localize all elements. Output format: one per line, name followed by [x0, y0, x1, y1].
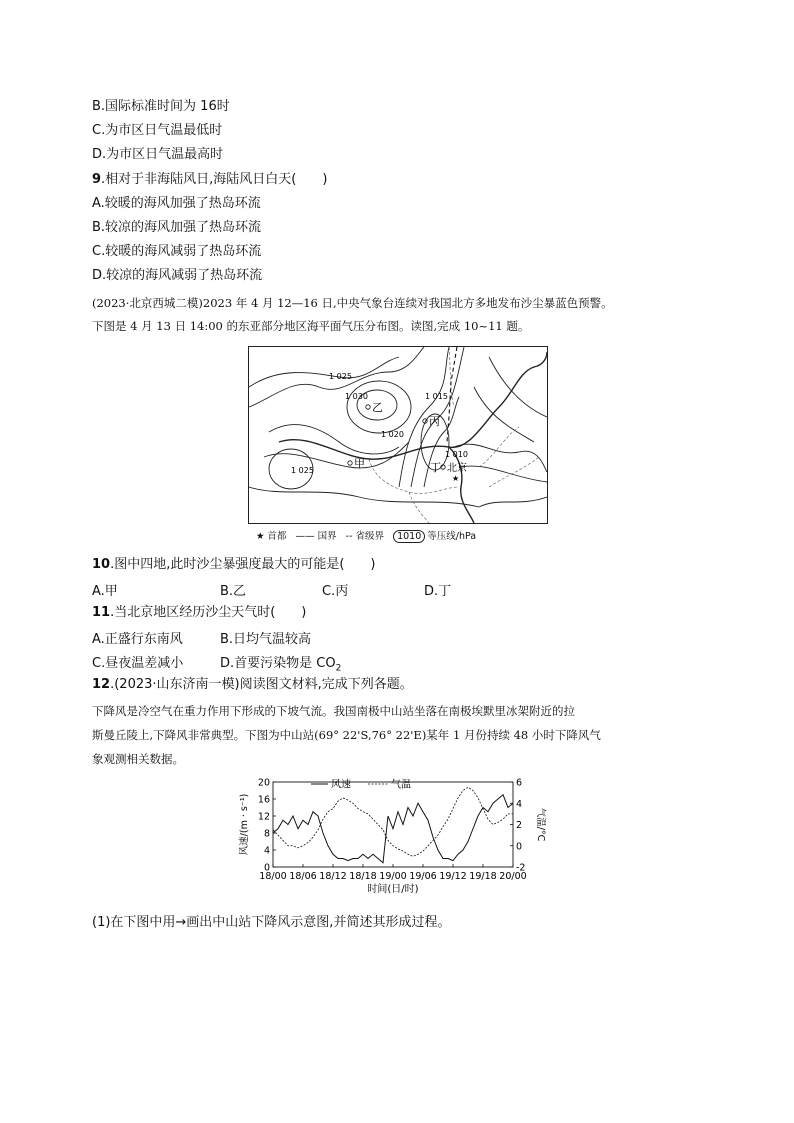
q9-option-c: C.较暖的海风减弱了热岛环流	[92, 244, 262, 259]
x-tick-label: 19/00	[379, 871, 407, 882]
national-border	[279, 352, 547, 459]
q11-option-d	[220, 652, 341, 674]
legend-isobar-symbol: 1010	[393, 530, 425, 543]
legend-national-border: —— 国界	[295, 531, 337, 542]
q11-option-b: B.日均气温较高	[220, 632, 312, 647]
q11-option-d-subscript: 2	[335, 663, 342, 674]
y-left-tick-label: 0	[263, 862, 270, 874]
y-right-axis-label: 气温/°C	[535, 807, 546, 842]
q12-paragraph-line-3: 象观测相关数据。	[92, 752, 184, 766]
y-left-tick-label: 4	[263, 845, 270, 857]
question-10	[92, 556, 376, 574]
pressure-map	[248, 346, 548, 524]
x-tick-label: 19/18	[469, 871, 497, 882]
question-stem: .图中四地,此时沙尘暴强度最大的可能是( )	[110, 557, 376, 572]
q10-option-b: B.乙	[220, 584, 247, 599]
y-right-tick-label: 2	[516, 820, 523, 831]
isobar	[264, 442, 409, 468]
isobar	[459, 466, 547, 482]
label-ding: 丁	[430, 461, 441, 474]
x-tick-label: 18/18	[349, 871, 377, 882]
y-left-tick-label: 20	[257, 777, 270, 789]
y-left-axis-label: 风速/(m · s⁻¹)	[239, 793, 250, 856]
q11-option-a: A.正盛行东南风	[92, 632, 183, 647]
map-legend	[256, 528, 482, 542]
isobar	[454, 444, 547, 472]
label-yi: 乙	[372, 401, 383, 414]
question-stem: .当北京地区经历沙尘天气时( )	[110, 605, 307, 620]
q9-option-d: D.较凉的海风减弱了热岛环流	[92, 268, 263, 283]
province-border	[369, 459, 459, 493]
isobar-label: 1 015	[425, 392, 448, 401]
isobar-label: 1 025	[329, 372, 352, 381]
question-number: 10	[92, 557, 111, 572]
isobar	[474, 387, 534, 442]
q10-option-a: A.甲	[92, 584, 118, 599]
x-tick-label: 19/06	[409, 871, 437, 882]
q9-option-a: A.较暖的海风加强了热岛环流	[92, 196, 261, 211]
question-9	[92, 171, 327, 189]
isobar-label: 1 020	[381, 430, 404, 439]
chart-svg	[236, 772, 554, 904]
x-tick-label: 18/00	[259, 871, 287, 882]
y-left-tick-label: 12	[257, 811, 270, 823]
option-d-text: D.为市区日气温最高时	[92, 147, 224, 162]
y-right-tick-label: -2	[516, 862, 526, 874]
question-11	[92, 604, 306, 622]
x-tick-label: 18/12	[319, 871, 347, 882]
question-stem: .(2023·山东济南一模)阅读图文材料,完成下列各题。	[110, 677, 413, 692]
intro-paragraph-line-2: 下图是 4 月 13 日 14:00 的东亚部分地区海平面气压分布图。读图,完成 10~11 题。	[92, 319, 530, 333]
question-number: 11	[92, 605, 111, 620]
label-bing: 丙	[429, 415, 440, 428]
legend-wind-label: 风速	[331, 779, 351, 791]
legend-temperature-label: 气温	[391, 779, 411, 791]
y-right-tick-label: 4	[516, 798, 523, 810]
q12-paragraph-line-1: 下降风是冷空气在重力作用下形成的下坡气流。我国南极中山站坐落在南极埃默里冰架附近的拉	[92, 704, 575, 718]
location-marker	[348, 461, 352, 465]
capital-star-icon: ★	[452, 474, 460, 483]
wind-temperature-chart	[236, 772, 554, 904]
question-number: 12	[92, 677, 111, 692]
intro-paragraph-line-1: (2023·北京西城二模)2023 年 4 月 12—16 日,中央气象台连续对我国北方多地发布沙尘暴蓝色预警。	[92, 296, 613, 310]
question-12	[92, 676, 413, 694]
series-line-wind-speed	[273, 795, 513, 863]
y-left-tick-label: 16	[257, 794, 270, 806]
y-right-tick-label: 0	[516, 841, 523, 853]
q10-option-d: D.丁	[424, 584, 452, 599]
legend-isobar: 等压线/hPa	[427, 531, 477, 542]
isobar	[479, 497, 547, 507]
x-tick-label: 20/00	[499, 871, 527, 882]
q11-option-c: C.昼夜温差减小	[92, 656, 184, 671]
label-jia: 甲	[354, 457, 365, 470]
plot-frame	[273, 782, 513, 867]
q9-option-b: B.较凉的海风加强了热岛环流	[92, 220, 262, 235]
pressure-map-drawing	[249, 347, 547, 523]
location-marker	[366, 405, 370, 409]
legend-province-border: -- 省级界	[345, 531, 385, 542]
isobar	[249, 357, 399, 387]
isobar-label: 1 010	[445, 450, 468, 459]
q11-option-d-text: D.首要污染物是 CO	[220, 656, 336, 671]
isobar-label: 1 025	[291, 466, 314, 475]
label-beijing: 北京	[447, 463, 467, 474]
option-c-text: C.为市区日气温最低时	[92, 123, 223, 138]
q12-subquestion-1: (1)在下图中用→画出中山站下降风示意图,并简述其形成过程。	[92, 915, 451, 930]
question-number: 9	[92, 172, 102, 187]
x-axis-label: 时间(日/时)	[367, 884, 419, 895]
x-tick-label: 18/06	[289, 871, 317, 882]
q10-option-c: C.丙	[322, 584, 349, 599]
q12-paragraph-line-2: 斯曼丘陵上,下降风非常典型。下图为中山站(69° 22'S,76° 22'E)某年 1 月份持续 48 小时下降风气	[92, 728, 601, 742]
y-right-tick-label: 6	[516, 777, 523, 789]
legend-capital: ★ 首都	[256, 531, 287, 542]
isobar	[249, 487, 479, 507]
question-stem: .相对于非海陆风日,海陆风日白天( )	[101, 172, 328, 187]
x-tick-label: 19/12	[439, 871, 467, 882]
option-b-text: B.国际标准时间为 16时	[92, 99, 230, 114]
y-left-tick-label: 8	[263, 828, 270, 840]
isobar-label: 1 030	[345, 392, 368, 401]
province-border	[409, 492, 429, 523]
province-border	[489, 457, 539, 487]
